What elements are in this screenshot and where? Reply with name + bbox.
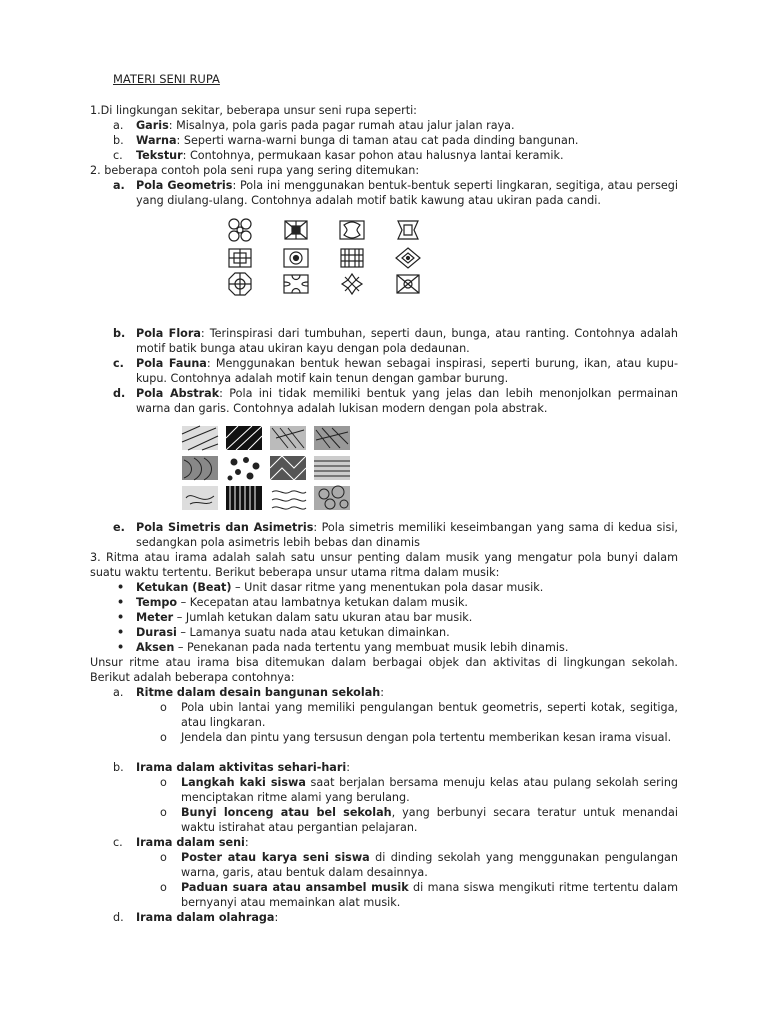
section-2-intro: 2. beberapa contoh pola seni rupa yang sering ditemukan: [90,164,420,177]
term: Langkah kaki siswa [181,776,306,789]
sub-item [181,850,678,880]
section-3-paragraph: Unsur ritme atau irama bisa ditemukan dalam berbagai objek dan aktivitas di lingkungan sekolah. Berikut adalah beberapa contohnya: [90,656,678,684]
heading-text: Irama dalam aktivitas sehari-hari [136,761,347,774]
heading-colon: : [244,836,249,849]
desc: : Pola ini menggunakan bentuk-bentuk seperti lingkaran, segitiga, atau persegi yang diulang-ulang. Contohnya adalah motif batik kawung atau ukiran pada candi. [136,179,678,207]
list-item-pola-flora [136,326,678,356]
list-item-durasi [136,625,450,640]
term: Paduan suara atau ansambel musik [181,881,409,894]
term: Tempo [136,596,178,609]
heading-text: Irama dalam seni [136,836,245,849]
list-marker: d. [113,911,124,924]
geometric-pattern-image [222,218,436,298]
list-marker: c. [113,149,123,162]
desc: : Seperti warna-warni bunga di taman atau cat pada dinding bangunan. [176,134,579,147]
list-marker: a. [113,686,124,699]
list-marker: b. [113,327,126,340]
desc: : Pola ini tidak memiliki bentuk yang jelas dan lebih menonjolkan permainan warna dan garis. Contohnya adalah lukisan modern dengan pola abstrak. [136,387,678,415]
desc: – Penekanan pada nada tertentu yang membuat musik lebih dinamis. [174,641,569,654]
section-1-intro: 1.Di lingkungan sekitar, beberapa unsur seni rupa seperti: [90,104,417,117]
list-item-ketukan [136,580,543,595]
list-marker: a. [113,179,125,192]
sub-item [181,775,678,805]
desc: di mana siswa mengikuti ritme tertentu dalam bernyanyi atau memainkan alat musik. [181,881,679,909]
term: Pola Geometris [136,179,233,192]
sub-bullet: o [160,806,167,819]
heading-colon: : [274,911,279,924]
heading-text: Irama dalam olahraga [136,911,275,924]
desc: – Unit dasar ritme yang menentukan pola dasar musik. [231,581,544,594]
desc: : Pola simetris memiliki keseimbangan yang sama di kedua sisi, sedangkan pola asimetris lebih bebas dan dinamis [136,521,678,549]
heading-ritme-bangunan [136,685,384,700]
sub-bullet: o [160,701,167,714]
list-marker: c. [113,836,123,849]
sub-item [181,805,678,835]
desc: : Terinspirasi dari tumbuhan, seperti daun, bunga, atau ranting. Contohnya adalah motif batik bunga atau ukiran kayu dengan pola dedaunan. [136,327,678,355]
list-marker: b. [113,134,124,147]
document-title: MATERI SENI RUPA [113,72,220,86]
term: Bunyi lonceng atau bel sekolah [181,806,392,819]
term: Garis [136,119,169,132]
term: Tekstur [136,149,183,162]
list-item-pola-abstrak [136,386,678,416]
heading-colon: : [346,761,350,774]
term: Pola Simetris dan Asimetris [136,521,314,534]
bullet: • [117,641,125,654]
list-item-pola-geometris [136,178,678,208]
sub-bullet: o [160,851,167,864]
desc: : Contohnya, permukaan kasar pohon atau halusnya lantai keramik. [182,149,564,162]
list-marker: a. [113,119,124,132]
bullet: • [117,611,125,624]
list-marker: c. [113,357,124,370]
section-3-intro: 3. Ritma atau irama adalah salah satu unsur penting dalam musik yang mengatur pola bunyi dalam suatu waktu tertentu. Berikut beberapa unsur utama ritma dalam musik: [90,551,678,579]
desc: di dinding sekolah yang menggunakan pengulangan warna, garis, atau bentuk dalam desainnya. [181,851,678,879]
term: Pola Flora [136,327,201,340]
term: Pola Abstrak [136,387,220,400]
abstract-pattern-image [180,424,352,512]
heading-colon: : [380,686,384,699]
list-item-aksen [136,640,568,655]
bullet: • [117,596,125,609]
sub-item: Pola ubin lantai yang memiliki pengulangan bentuk geometris, seperti kotak, segitiga, atau lingkaran. [181,701,678,729]
desc: – Lamanya suatu nada atau ketukan dimainkan. [176,626,450,639]
term: Poster atau karya seni siswa [181,851,370,864]
list-item-warna [136,133,579,148]
list-item-pola-simetris [136,520,678,550]
desc: : Misalnya, pola garis pada pagar rumah atau jalur jalan raya. [168,119,515,132]
term: Ketukan (Beat) [136,581,232,594]
list-item-garis [136,118,515,133]
list-item-meter [136,610,472,625]
bullet: • [117,581,125,594]
list-item-tempo [136,595,468,610]
term: Meter [136,611,174,624]
heading-irama-seni [136,835,249,850]
term: Warna [136,134,177,147]
heading-irama-olahraga [136,910,278,925]
desc: saat berjalan bersama menuju kelas atau pulang sekolah sering menciptakan ritme alami yang berulang. [181,776,679,804]
term: Pola Fauna [136,357,207,370]
desc: , yang berbunyi secara teratur untuk menandai waktu istirahat atau pergantian pelajaran. [181,806,679,834]
sub-item: Jendela dan pintu yang tersusun dengan pola tertentu memberikan kesan irama visual. [181,731,672,744]
sub-item [181,880,678,910]
list-marker: e. [113,521,125,534]
sub-bullet: o [160,776,167,789]
heading-text: Ritme dalam desain bangunan sekolah [136,686,381,699]
list-marker: d. [113,387,126,400]
sub-bullet: o [160,881,167,894]
heading-irama-aktivitas [136,760,350,775]
bullet: • [117,626,125,639]
term: Durasi [136,626,177,639]
desc: – Kecepatan atau lambatnya ketukan dalam musik. [177,596,468,609]
sub-bullet: o [160,731,167,744]
term: Aksen [136,641,175,654]
list-item-pola-fauna [136,356,678,386]
list-marker: b. [113,761,124,774]
desc: – Jumlah ketukan dalam satu ukuran atau bar musik. [173,611,473,624]
desc: : Menggunakan bentuk hewan sebagai inspirasi, seperti burung, ikan, atau kupu-kupu. Contohnya adalah motif kain tenun dengan gambar burung. [136,357,678,385]
list-item-tekstur [136,148,564,163]
